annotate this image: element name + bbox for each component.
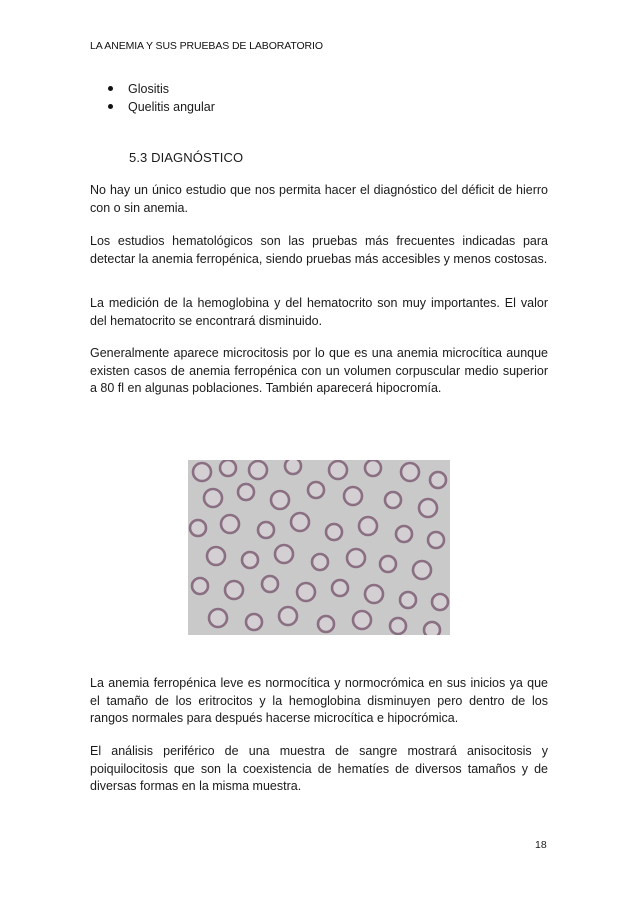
blood-smear-image bbox=[188, 460, 450, 635]
red-blood-cell bbox=[347, 549, 365, 567]
red-blood-cell bbox=[329, 461, 347, 479]
red-blood-cell bbox=[430, 472, 446, 488]
red-blood-cell bbox=[428, 532, 444, 548]
red-blood-cell bbox=[204, 489, 222, 507]
red-blood-cell bbox=[365, 585, 383, 603]
red-blood-cell bbox=[192, 578, 208, 594]
paragraph: El análisis periférico de una muestra de sangre mostrará anisocitosis y poiquilocitosis que son la coexistencia de hematíes de diversos tamaños y de diversas formas en la misma muestra. bbox=[90, 744, 548, 793]
red-blood-cell bbox=[207, 547, 225, 565]
red-blood-cell bbox=[279, 607, 297, 625]
red-blood-cell bbox=[332, 580, 348, 596]
section-heading: 5.3 DIAGNÓSTICO bbox=[129, 150, 244, 165]
red-blood-cell bbox=[390, 618, 406, 634]
list-item-label: Glositis bbox=[128, 82, 169, 96]
red-blood-cell bbox=[225, 581, 243, 599]
red-blood-cell bbox=[209, 609, 227, 627]
list-item bbox=[108, 80, 215, 98]
paragraph: No hay un único estudio que nos permita hacer el diagnóstico del déficit de hierro con o sin anemia. bbox=[90, 183, 548, 215]
red-blood-cell bbox=[193, 463, 211, 481]
red-blood-cell bbox=[365, 460, 381, 476]
red-blood-cell bbox=[380, 556, 396, 572]
bullet-list bbox=[108, 80, 215, 116]
red-blood-cell bbox=[344, 487, 362, 505]
red-blood-cell bbox=[326, 524, 342, 540]
red-blood-cell bbox=[220, 460, 236, 476]
red-blood-cell bbox=[413, 561, 431, 579]
red-blood-cell bbox=[318, 616, 334, 632]
red-blood-cell bbox=[353, 611, 371, 629]
blood-smear-illustration bbox=[188, 460, 450, 635]
paragraph: La medición de la hemoglobina y del hematocrito son muy importantes. El valor del hematocrito se encontrará disminuido. bbox=[90, 296, 548, 328]
red-blood-cell bbox=[401, 463, 419, 481]
list-item-label: Quelitis angular bbox=[128, 100, 215, 114]
red-blood-cell bbox=[432, 594, 448, 610]
red-blood-cell bbox=[385, 492, 401, 508]
page-number: 18 bbox=[535, 839, 547, 851]
paragraph: Los estudios hematológicos son las pruebas más frecuentes indicadas para detectar la anemia ferropénica, siendo pruebas más accesibles y menos costosas. bbox=[90, 234, 548, 266]
red-blood-cell bbox=[258, 522, 274, 538]
red-blood-cell bbox=[359, 517, 377, 535]
red-blood-cell bbox=[400, 592, 416, 608]
red-blood-cell bbox=[424, 622, 440, 635]
paragraph: Generalmente aparece microcitosis por lo que es una anemia microcítica aunque existen casos de anemia ferropénica con un volumen corpuscular medio superior a 80 fl en algunas poblaciones. También aparecerá hipocromía. bbox=[90, 346, 548, 395]
red-blood-cell bbox=[312, 554, 328, 570]
red-blood-cell bbox=[291, 513, 309, 531]
red-blood-cell bbox=[308, 482, 324, 498]
bullet-icon bbox=[108, 86, 113, 91]
page-header: LA ANEMIA Y SUS PRUEBAS DE LABORATORIO bbox=[90, 40, 323, 52]
red-blood-cell bbox=[396, 526, 412, 542]
red-blood-cell bbox=[271, 491, 289, 509]
red-blood-cell bbox=[297, 583, 315, 601]
red-blood-cell bbox=[238, 484, 254, 500]
red-blood-cell bbox=[242, 552, 258, 568]
paragraph: La anemia ferropénica leve es normocítica y normocrómica en sus inicios ya que el tamaño de los eritrocitos y la hemoglobina disminuyen pero dentro de los rangos normales para después hacerse microcítica e hipocrómica. bbox=[90, 676, 548, 725]
red-blood-cell bbox=[246, 614, 262, 630]
red-blood-cell bbox=[275, 545, 293, 563]
red-blood-cell bbox=[190, 520, 206, 536]
list-item bbox=[108, 98, 215, 116]
red-blood-cell bbox=[419, 499, 437, 517]
red-blood-cell bbox=[249, 461, 267, 479]
red-blood-cell bbox=[262, 576, 278, 592]
red-blood-cell bbox=[221, 515, 239, 533]
red-blood-cell bbox=[285, 460, 301, 474]
bullet-icon bbox=[108, 104, 113, 109]
